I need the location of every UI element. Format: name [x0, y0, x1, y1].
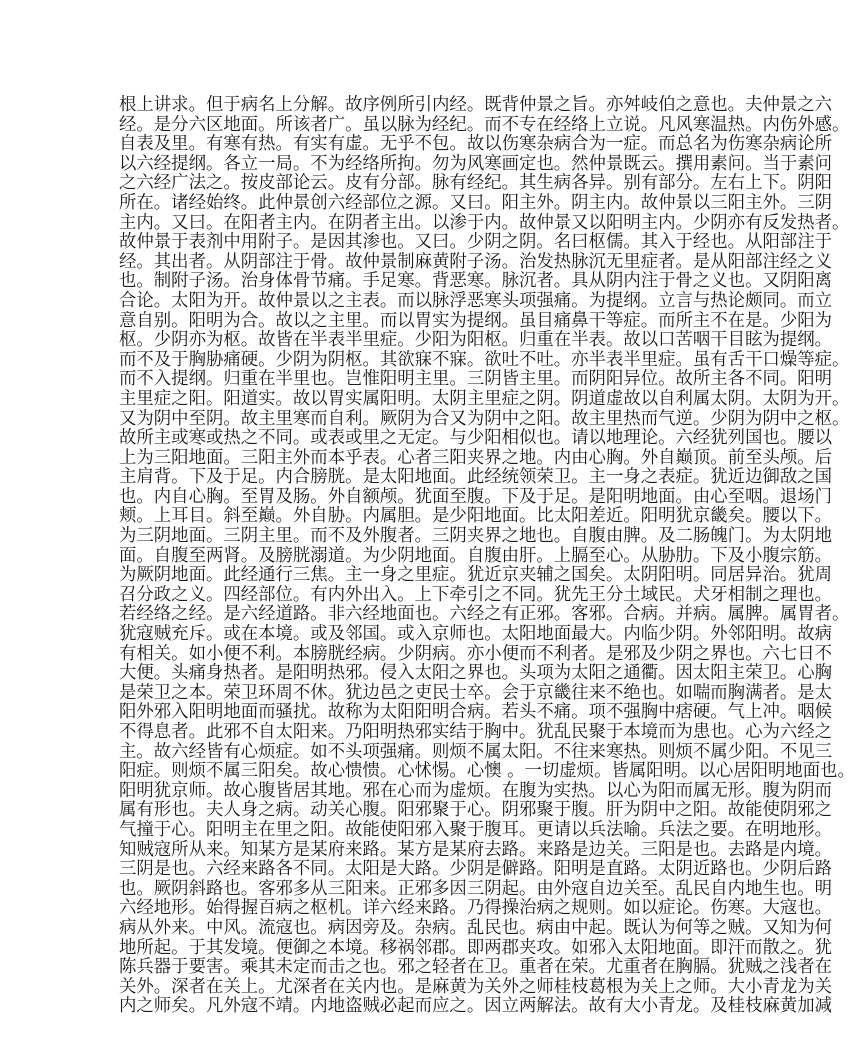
text-line: 而不及于胸胁痛硬。少阴为阴枢。其欲寐不寐。欲吐不吐。亦半表半里症。虽有舌干口燥等症。 — [119, 349, 850, 370]
text-line: 气撞于心。阳明主在里之阳。故能使阳邪入聚于腹耳。更请以兵法喻。兵法之要。在明地形。 — [119, 819, 833, 840]
text-line: 召分政之义。四经部位。有内外出入。上下牵引之不同。犹先王分土域民。犬牙相制之理也。 — [119, 584, 833, 605]
text-line: 属有形也。夫人身之病。动关心腹。阳邪聚于心。阴邪聚于腹。肝为阴中之阳。故能使阴邪之 — [119, 800, 833, 821]
text-line: 也。内自心胸。至胃及肠。外自额颅。犹面至腹。下及于足。是阳明地面。由心至咽。退场门 — [119, 486, 833, 507]
text-line: 面。自腹至两肾。及膀胱溺道。为少阴地面。自腹由肝。上膈至心。从胁肋。下及小腹宗筋。 — [119, 545, 833, 566]
text-line: 而不入提纲。归重在半里也。岂惟阳明主里。三阴皆主里。而阴阳异位。故所主各不同。阳明 — [119, 369, 833, 390]
text-line: 故所主或寒或热之不同。或表或里之无定。与少阳相似也。请以地理论。六经犹列国也。腰以 — [119, 428, 833, 449]
text-line: 为三阴地面。三阴主里。而不及外腹者。三阴夹界之地也。自腹由脾。及二肠魄门。为太阴地 — [119, 526, 833, 547]
text-line: 也。制附子汤。治身体骨节痛。手足寒。背恶寒。脉沉者。具从阴内注于骨之义也。又阴阳离 — [119, 271, 833, 292]
text-line: 颊。上耳目。斜至巅。外自胁。内属胆。是少阳地面。比太阳差近。阳明犹京畿矣。腰以下。 — [119, 506, 833, 527]
text-line: 经。是分六区地面。所该者广。虽以脉为经纪。而不专在经络上立说。凡风寒温热。内伤外感。 — [119, 114, 850, 135]
text-line: 关外。深者在关上。尤深者在关内也。是麻黄为关外之师桂枝葛根为关上之师。大小青龙为关 — [119, 976, 833, 997]
text-line: 以六经提纲。各立一局。不为经络所拘。勿为风寒画定也。然仲景既云。撰用素问。当于素问 — [119, 153, 833, 174]
text-line: 三阴是也。六经来路各不同。太阳是大路。少阴是僻路。阳明是直路。太阴近路也。少阴后路 — [119, 859, 833, 880]
text-line: 合论。太阳为开。故仲景以之主表。而以脉浮恶寒头项强痛。为提纲。立言与热论颇同。而立 — [119, 290, 833, 311]
text-line: 也。厥阴斜路也。客邪多从三阳来。正邪多因三阴起。由外寇自边关至。乱民自内地生也。明 — [119, 878, 833, 899]
text-line: 六经地形。始得握百病之枢机。详六经来路。乃得操治病之规则。如以症论。伤寒。大寇也。 — [119, 898, 833, 919]
text-line: 病从外来。中风。流寇也。病因旁及。杂病。乱民也。病由中起。既认为何等之贼。又知为何 — [119, 917, 833, 938]
text-line: 意自别。阳明为合。故以之主里。而以胃实为提纲。虽目痛鼻干等症。而所主不在是。少阳为 — [119, 310, 833, 331]
text-line: 所在。诸经始终。此仲景创六经部位之源。又曰。阳主外。阴主内。故仲景以三阳主外。三阴 — [119, 192, 833, 213]
text-line: 大便。头痛身热者。是阳明热邪。侵入太阳之界也。头项为太阳之通衢。因太阳主荣卫。心胸 — [119, 663, 833, 684]
text-line: 自表及里。有寒有热。有实有虚。无乎不包。故以伤寒杂病合为一症。而总名为伤寒杂病论所 — [119, 134, 833, 155]
text-line: 经。其出者。从阴部注于骨。故仲景制麻黄附子汤。治发热脉沉无里症者。是从阳部注经之义 — [119, 251, 833, 272]
text-line: 阳明犹京师。故心腹皆居其地。邪在心而为虚烦。在腹为实热。以心为阳而属无形。腹为阴而 — [119, 780, 833, 801]
text-line: 若经络之经。是六经道路。非六经地面也。六经之有正邪。客邪。合病。并病。属脾。属胃者。 — [119, 604, 850, 625]
text-line: 又为阴中至阴。故主里寒而自利。厥阴为合又为阴中之阳。故主里热而气逆。少阴为阴中之枢。 — [119, 408, 850, 429]
text-line: 地所起。于其发境。便御之本境。移祸邻郡。即两郡夹攻。如邪入太阳地面。即汗而散之。犹 — [119, 937, 833, 958]
text-line: 为厥阴地面。此经通行三焦。主一身之里症。犹近京夹辅之国矣。太阴阳明。同居异治。犹周 — [119, 565, 833, 586]
text-line: 上为三阳地面。三阳主外而本乎表。心者三阳夹界之地。内由心胸。外自巅顶。前至头颅。后 — [119, 447, 833, 468]
text-line: 枢。少阴亦为枢。故皆在半表半里症。少阳为阳枢。归重在半表。故以口苦咽干目眩为提纲。 — [119, 330, 833, 351]
text-line: 主。故六经皆有心烦症。如不头项强痛。则烦不属太阳。不往来寒热。则烦不属少阳。不见三 — [119, 741, 833, 762]
text-line: 主内。又曰。在阳者主内。在阴者主出。以渗于内。故仲景又以阳明主内。少阴亦有反发热者。 — [119, 212, 850, 233]
body-text — [119, 95, 855, 1017]
text-line: 不得息者。此邪不自太阳来。乃阳明热邪实结于胸中。犹乱民聚于本境而为患也。心为六经之 — [119, 722, 833, 742]
text-line: 阳外邪入阳明地面而骚扰。故称为太阳阳明合病。若头不痛。项不强胸中痞硬。气上冲。咽候 — [119, 702, 833, 723]
text-line: 根上讲求。但于病名上分解。故序例所引内经。既背仲景之旨。亦舛岐伯之意也。夫仲景之六 — [119, 95, 833, 115]
text-line: 阳症。则烦不属三阳矣。故心愦愦。心怵惕。心懊 。一切虚烦。皆属阳明。以心居阳明地面也。 — [119, 761, 855, 782]
text-line: 陈兵器于要害。乘其未定而击之也。邪之轻者在卫。重者在荣。尤重者在胸膈。犹贼之浅者在 — [119, 957, 833, 978]
text-line: 故仲景于表剂中用附子。是因其渗也。又曰。少阴之阴。名曰枢儒。其入于经也。从阳部注于 — [119, 232, 833, 253]
text-line: 犹寇贼充斥。或在本境。或及邻国。或入京师也。太阳地面最大。内临少阴。外邻阳明。故病 — [119, 624, 833, 645]
text-line: 是荣卫之本。荣卫环周不休。犹边邑之吏民士卒。会于京畿往来不绝也。如喘而胸满者。是太 — [119, 682, 833, 703]
text-line: 有相关。如小便不利。本膀胱经病。少阴病。亦小便而不利者。是邪及少阴之界也。六七日不 — [119, 643, 833, 664]
text-line: 内之师矣。凡外寇不靖。内地盗贼必起而应之。因立两解法。故有大小青龙。及桂枝麻黄加减 — [119, 996, 833, 1017]
text-line: 主肩背。下及于足。内合膀胱。是太阳地面。此经统领荣卫。主一身之表症。犹近边御敌之国 — [119, 467, 833, 488]
text-line: 知贼寇所从来。知某方是某府来路。某方是某府去路。来路是边关。三阳是也。去路是内境。 — [119, 839, 833, 860]
text-line: 主里症之阳。阳道实。故以胃实属阳明。太阴主里症之阴。阴道虚故以自利属太阴。太阴为开。 — [119, 388, 850, 409]
text-line: 之六经广法之。按皮部论云。皮有分部。脉有经纪。其生病各异。别有部分。左右上下。阴阳 — [119, 173, 833, 194]
